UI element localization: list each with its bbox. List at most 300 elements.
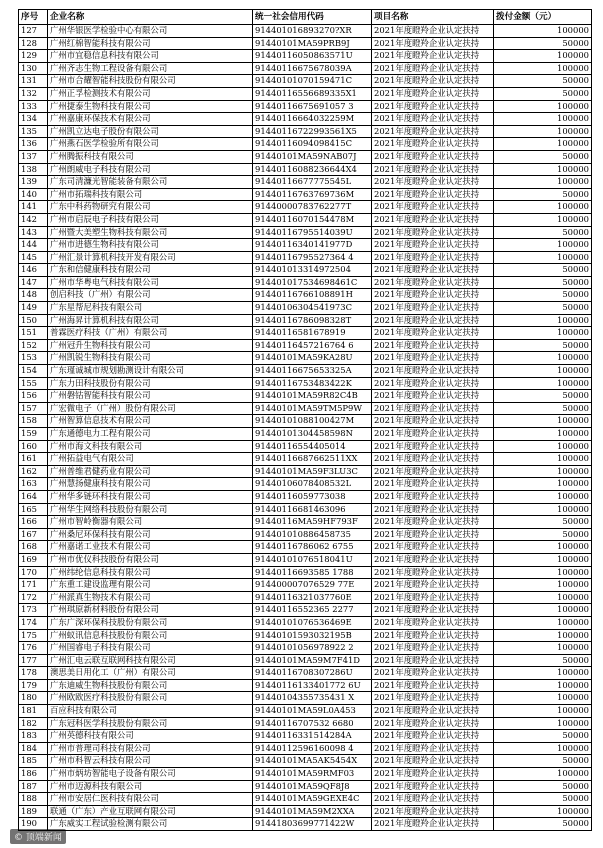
cell-project: 2021年度瞪羚企业认定扶持 — [372, 490, 494, 503]
cell-project: 2021年度瞪羚企业认定扶持 — [372, 692, 494, 705]
cell-no: 181 — [19, 705, 48, 718]
cell-credit-code: 91440116581678919 — [253, 327, 372, 340]
cell-credit-code: 91440101076518041U — [253, 553, 372, 566]
cell-credit-code: 91440116687662511XX — [253, 453, 372, 466]
cell-company: 广东威实工程试验检测有限公司 — [48, 818, 253, 831]
cell-credit-code: 91440101MA5AK5454X — [253, 755, 372, 768]
cell-amount: 50000 — [494, 75, 592, 88]
cell-no: 150 — [19, 314, 48, 327]
cell-credit-code: 91440101593032195B — [253, 629, 372, 642]
header-no: 序号 — [19, 10, 48, 25]
cell-amount: 100000 — [494, 453, 592, 466]
table-row — [19, 616, 592, 629]
cell-company: 广宏微电子（广州）股份有限公司 — [48, 402, 253, 415]
cell-no: 171 — [19, 579, 48, 592]
cell-project: 2021年度瞪羚企业认定扶持 — [372, 377, 494, 390]
cell-company: 普霖医疗科技（广州）有限公司 — [48, 327, 253, 340]
cell-company: 广州市进德生物科技有限公司 — [48, 239, 253, 252]
cell-no: 152 — [19, 339, 48, 352]
cell-project: 2021年度瞪羚企业认定扶持 — [372, 755, 494, 768]
cell-no: 180 — [19, 692, 48, 705]
cell-no: 182 — [19, 717, 48, 730]
cell-no: 187 — [19, 780, 48, 793]
cell-credit-code: 91440000783762277T — [253, 201, 372, 214]
table-row — [19, 541, 592, 554]
table-row — [19, 654, 592, 667]
cell-credit-code: 91440101MA59GEXE4C — [253, 793, 372, 806]
cell-amount: 50000 — [494, 516, 592, 529]
cell-no: 146 — [19, 264, 48, 277]
table-row — [19, 390, 592, 403]
table-row — [19, 490, 592, 503]
cell-project: 2021年度瞪羚企业认定扶持 — [372, 415, 494, 428]
cell-project: 2021年度瞪羚企业认定扶持 — [372, 125, 494, 138]
table-row — [19, 478, 592, 491]
cell-project: 2021年度瞪羚企业认定扶持 — [372, 818, 494, 831]
table-row — [19, 730, 592, 743]
cell-no: 145 — [19, 251, 48, 264]
table-row — [19, 428, 592, 441]
cell-no: 188 — [19, 793, 48, 806]
cell-credit-code: 91440116340141977D — [253, 239, 372, 252]
cell-no: 139 — [19, 176, 48, 189]
table-row — [19, 503, 592, 516]
cell-amount: 50000 — [494, 302, 592, 315]
cell-project: 2021年度瞪羚企业认定扶持 — [372, 453, 494, 466]
cell-project: 2021年度瞪羚企业认定扶持 — [372, 226, 494, 239]
header-project: 项目名称 — [372, 10, 494, 25]
cell-company: 广州英德科技有限公司 — [48, 730, 253, 743]
cell-credit-code: 91440116786098328T — [253, 314, 372, 327]
cell-company: 百应科技有限公司 — [48, 705, 253, 718]
cell-no: 162 — [19, 465, 48, 478]
table-row — [19, 742, 592, 755]
cell-no: 142 — [19, 213, 48, 226]
cell-no: 179 — [19, 679, 48, 692]
cell-amount: 50000 — [494, 188, 592, 201]
cell-amount: 100000 — [494, 566, 592, 579]
cell-credit-code: 91440106078408532L — [253, 478, 372, 491]
cell-project: 2021年度瞪羚企业认定扶持 — [372, 440, 494, 453]
table-row — [19, 62, 592, 75]
cell-no: 173 — [19, 604, 48, 617]
cell-credit-code: 91440116766108891H — [253, 289, 372, 302]
cell-credit-code: 91440116094098415C — [253, 138, 372, 151]
cell-project: 2021年度瞪羚企业认定扶持 — [372, 591, 494, 604]
cell-project: 2021年度瞪羚企业认定扶持 — [372, 541, 494, 554]
cell-no: 186 — [19, 768, 48, 781]
cell-company: 广东司清濂光智能装备有限公司 — [48, 176, 253, 189]
table-row — [19, 667, 592, 680]
cell-amount: 100000 — [494, 604, 592, 617]
cell-project: 2021年度瞪羚企业认定扶持 — [372, 478, 494, 491]
table-row — [19, 113, 592, 126]
cell-company: 广州冠升生物科技有限公司 — [48, 339, 253, 352]
cell-no: 140 — [19, 188, 48, 201]
table-row — [19, 717, 592, 730]
cell-project: 2021年度瞪羚企业认定扶持 — [372, 528, 494, 541]
cell-company: 广东和信健康科技有限公司 — [48, 264, 253, 277]
cell-no: 149 — [19, 302, 48, 315]
cell-no: 170 — [19, 566, 48, 579]
cell-project: 2021年度瞪羚企业认定扶持 — [372, 62, 494, 75]
cell-amount: 100000 — [494, 579, 592, 592]
cell-credit-code: 91440116795527364 4 — [253, 251, 372, 264]
table-row — [19, 50, 592, 63]
cell-company: 联通（广东）产业互联网有限公司 — [48, 805, 253, 818]
table-row — [19, 239, 592, 252]
watermark: © 顶端新闻 — [10, 829, 66, 844]
cell-credit-code: 91440101MA59QF8J8 — [253, 780, 372, 793]
cell-project: 2021年度瞪羚企业认定扶持 — [372, 276, 494, 289]
cell-credit-code: 91440101MA59M2XXA — [253, 805, 372, 818]
cell-credit-code: 91440101MA59M7F41D — [253, 654, 372, 667]
cell-project: 2021年度瞪羚企业认定扶持 — [372, 87, 494, 100]
cell-project: 2021年度瞪羚企业认定扶持 — [372, 768, 494, 781]
cell-company: 广州市启辰电子科技有限公司 — [48, 213, 253, 226]
cell-company: 广州市海文科技有限公司 — [48, 440, 253, 453]
cell-credit-code: 91440116MA59HF793F — [253, 516, 372, 529]
table-row — [19, 327, 592, 340]
cell-company: 广州市优仪科技股份有限公司 — [48, 553, 253, 566]
cell-no: 154 — [19, 365, 48, 378]
cell-project: 2021年度瞪羚企业认定扶持 — [372, 264, 494, 277]
cell-no: 148 — [19, 289, 48, 302]
table-row — [19, 629, 592, 642]
cell-project: 2021年度瞪羚企业认定扶持 — [372, 805, 494, 818]
cell-credit-code: 91440101MA59F3LU3C — [253, 465, 372, 478]
table-row — [19, 176, 592, 189]
cell-amount: 50000 — [494, 780, 592, 793]
cell-company: 广州汇电云联互联网科技有限公司 — [48, 654, 253, 667]
cell-project: 2021年度瞪羚企业认定扶持 — [372, 352, 494, 365]
cell-credit-code: 91440116675691057 3 — [253, 100, 372, 113]
cell-amount: 100000 — [494, 352, 592, 365]
cell-company: 广东通德电力工程有限公司 — [48, 428, 253, 441]
table-row — [19, 352, 592, 365]
cell-amount: 100000 — [494, 163, 592, 176]
cell-project: 2021年度瞪羚企业认定扶持 — [372, 302, 494, 315]
cell-company: 广州市科智云科技有限公司 — [48, 755, 253, 768]
cell-project: 2021年度瞪羚企业认定扶持 — [372, 138, 494, 151]
table-row — [19, 579, 592, 592]
cell-project: 2021年度瞪羚企业认定扶持 — [372, 213, 494, 226]
cell-amount: 50000 — [494, 339, 592, 352]
cell-amount: 100000 — [494, 503, 592, 516]
header-credit-code: 统一社会信用代码 — [253, 10, 372, 25]
cell-amount: 100000 — [494, 314, 592, 327]
cell-credit-code: 91440101MA59L0A453 — [253, 705, 372, 718]
cell-project: 2021年度瞪羚企业认定扶持 — [372, 50, 494, 63]
cell-project: 2021年度瞪羚企业认定扶持 — [372, 654, 494, 667]
cell-company: 广州派真生物技术有限公司 — [48, 591, 253, 604]
cell-no: 168 — [19, 541, 48, 554]
cell-credit-code: 91440116681463096 — [253, 503, 372, 516]
cell-no: 177 — [19, 654, 48, 667]
cell-credit-code: 91440116675653325A — [253, 365, 372, 378]
cell-credit-code: 91440116133401772 6U — [253, 679, 372, 692]
cell-amount: 100000 — [494, 768, 592, 781]
cell-no: 176 — [19, 642, 48, 655]
cell-amount: 50000 — [494, 755, 592, 768]
cell-no: 131 — [19, 75, 48, 88]
cell-no: 167 — [19, 528, 48, 541]
header-company: 企业名称 — [48, 10, 253, 25]
cell-no: 134 — [19, 113, 48, 126]
cell-no: 160 — [19, 440, 48, 453]
cell-project: 2021年度瞪羚企业认定扶持 — [372, 516, 494, 529]
cell-credit-code: 91440116722993561X5 — [253, 125, 372, 138]
table-row — [19, 339, 592, 352]
cell-no: 159 — [19, 428, 48, 441]
table-row — [19, 276, 592, 289]
cell-no: 166 — [19, 516, 48, 529]
cell-no: 164 — [19, 490, 48, 503]
cell-project: 2021年度瞪羚企业认定扶持 — [372, 339, 494, 352]
cell-project: 2021年度瞪羚企业认定扶持 — [372, 365, 494, 378]
table-row — [19, 818, 592, 831]
table-row — [19, 516, 592, 529]
cell-project: 2021年度瞪羚企业认定扶持 — [372, 239, 494, 252]
cell-credit-code: 91440101056978922 2 — [253, 642, 372, 655]
cell-credit-code: 91440116088236644X4 — [253, 163, 372, 176]
cell-company: 广州暨大美塑生物科技有限公司 — [48, 226, 253, 239]
cell-company: 创启科技（广州）有限公司 — [48, 289, 253, 302]
cell-project: 2021年度瞪羚企业认定扶持 — [372, 176, 494, 189]
cell-no: 128 — [19, 37, 48, 50]
cell-project: 2021年度瞪羚企业认定扶持 — [372, 604, 494, 617]
cell-company: 广州凯锐生物科技有限公司 — [48, 352, 253, 365]
cell-amount: 50000 — [494, 276, 592, 289]
cell-amount: 100000 — [494, 616, 592, 629]
cell-amount: 50000 — [494, 150, 592, 163]
cell-company: 广州朗威电子科技有限公司 — [48, 163, 253, 176]
cell-amount: 50000 — [494, 390, 592, 403]
cell-no: 151 — [19, 327, 48, 340]
table-row — [19, 465, 592, 478]
cell-amount: 100000 — [494, 805, 592, 818]
table-row — [19, 188, 592, 201]
cell-project: 2021年度瞪羚企业认定扶持 — [372, 679, 494, 692]
cell-amount: 100000 — [494, 440, 592, 453]
cell-project: 2021年度瞪羚企业认定扶持 — [372, 251, 494, 264]
cell-company: 广东瑾诚城市规划勘测设计有限公司 — [48, 365, 253, 378]
cell-no: 155 — [19, 377, 48, 390]
cell-amount: 50000 — [494, 654, 592, 667]
table-row — [19, 213, 592, 226]
table-row — [19, 251, 592, 264]
cell-company: 广东广深环保科技股份有限公司 — [48, 616, 253, 629]
cell-company: 广州慧扬健康科技有限公司 — [48, 478, 253, 491]
cell-amount: 100000 — [494, 327, 592, 340]
cell-credit-code: 914401013314972504 — [253, 264, 372, 277]
cell-company: 广东中科药物研究有限公司 — [48, 201, 253, 214]
table-row — [19, 289, 592, 302]
cell-credit-code: 91440116331514284A — [253, 730, 372, 743]
cell-amount: 100000 — [494, 478, 592, 491]
cell-company: 广州市智岭衡器有限公司 — [48, 516, 253, 529]
cell-project: 2021年度瞪羚企业认定扶持 — [372, 150, 494, 163]
cell-amount: 100000 — [494, 138, 592, 151]
cell-no: 137 — [19, 150, 48, 163]
cell-company: 广州汇景计算机科技开发有限公司 — [48, 251, 253, 264]
cell-credit-code: 91440116693585 1788 — [253, 566, 372, 579]
table-row — [19, 679, 592, 692]
cell-credit-code: 91440116677775545L — [253, 176, 372, 189]
cell-company: 广州市拓瑞科技有限公司 — [48, 188, 253, 201]
table-row — [19, 264, 592, 277]
cell-amount: 50000 — [494, 289, 592, 302]
cell-no: 189 — [19, 805, 48, 818]
cell-amount: 100000 — [494, 629, 592, 642]
cell-amount: 100000 — [494, 239, 592, 252]
cell-project: 2021年度瞪羚企业认定扶持 — [372, 667, 494, 680]
cell-amount: 100000 — [494, 251, 592, 264]
cell-company: 广州桑尼环保科技有限公司 — [48, 528, 253, 541]
cell-project: 2021年度瞪羚企业认定扶持 — [372, 465, 494, 478]
cell-no: 163 — [19, 478, 48, 491]
table-row — [19, 201, 592, 214]
cell-project: 2021年度瞪羚企业认定扶持 — [372, 188, 494, 201]
cell-amount: 100000 — [494, 365, 592, 378]
cell-no: 136 — [19, 138, 48, 151]
cell-project: 2021年度瞪羚企业认定扶持 — [372, 314, 494, 327]
table-row — [19, 87, 592, 100]
cell-no: 190 — [19, 818, 48, 831]
cell-company: 澳思美日用化工（广州）有限公司 — [48, 667, 253, 680]
cell-amount: 100000 — [494, 465, 592, 478]
cell-company: 广州市迈源科技有限公司 — [48, 780, 253, 793]
cell-no: 132 — [19, 87, 48, 100]
cell-company: 广州磐钴智能科技有限公司 — [48, 390, 253, 403]
cell-company: 广州市合耀智能科技股份有限公司 — [48, 75, 253, 88]
cell-credit-code: 91440116786062 6755 — [253, 541, 372, 554]
cell-company: 广州欧欧医疗科技股份有限公司 — [48, 692, 253, 705]
cell-company: 广州华生网络科技股份有限公司 — [48, 503, 253, 516]
cell-no: 169 — [19, 553, 48, 566]
cell-credit-code: 91440101070159471C — [253, 75, 372, 88]
table-row — [19, 163, 592, 176]
cell-company: 广州嘉诺工业技术有限公司 — [48, 541, 253, 554]
cell-company: 广州燕石医学检验所有限公司 — [48, 138, 253, 151]
cell-amount: 50000 — [494, 402, 592, 415]
cell-amount: 50000 — [494, 87, 592, 100]
cell-project: 2021年度瞪羚企业认定扶持 — [372, 75, 494, 88]
cell-amount: 100000 — [494, 717, 592, 730]
cell-amount: 100000 — [494, 125, 592, 138]
cell-company: 广州普维君健药业有限公司 — [48, 465, 253, 478]
cell-credit-code: 91440104355735431 X — [253, 692, 372, 705]
cell-company: 广州市华粤电气科技有限公司 — [48, 276, 253, 289]
cell-credit-code: 91441803699771422W — [253, 818, 372, 831]
cell-amount: 50000 — [494, 730, 592, 743]
cell-no: 178 — [19, 667, 48, 680]
cell-no: 153 — [19, 352, 48, 365]
cell-no: 141 — [19, 201, 48, 214]
cell-credit-code: 91440116552365 2277 — [253, 604, 372, 617]
cell-no: 147 — [19, 276, 48, 289]
cell-company: 广东重工建设监理有限公司 — [48, 579, 253, 592]
cell-amount: 100000 — [494, 428, 592, 441]
cell-no: 129 — [19, 50, 48, 63]
cell-project: 2021年度瞪羚企业认定扶持 — [372, 579, 494, 592]
cell-no: 127 — [19, 25, 48, 38]
table-row — [19, 138, 592, 151]
cell-credit-code: 91440101304458598N — [253, 428, 372, 441]
table-row — [19, 591, 592, 604]
table-row — [19, 566, 592, 579]
cell-project: 2021年度瞪羚企业认定扶持 — [372, 730, 494, 743]
cell-credit-code: 91440116554405014 — [253, 440, 372, 453]
cell-project: 2021年度瞪羚企业认定扶持 — [372, 163, 494, 176]
cell-no: 161 — [19, 453, 48, 466]
cell-no: 158 — [19, 415, 48, 428]
cell-project: 2021年度瞪羚企业认定扶持 — [372, 327, 494, 340]
cell-project: 2021年度瞪羚企业认定扶持 — [372, 100, 494, 113]
table-row — [19, 440, 592, 453]
cell-project: 2021年度瞪羚企业认定扶持 — [372, 717, 494, 730]
cell-credit-code: 914400007076529 77E — [253, 579, 372, 592]
cell-project: 2021年度瞪羚企业认定扶持 — [372, 201, 494, 214]
cell-credit-code: 91440116707532 6680 — [253, 717, 372, 730]
cell-credit-code: 91440112596160098 4 — [253, 742, 372, 755]
cell-no: 183 — [19, 730, 48, 743]
cell-company: 广东冠科医学科技股份有限公司 — [48, 717, 253, 730]
cell-company: 广州拓益电气有限公司 — [48, 453, 253, 466]
cell-no: 157 — [19, 402, 48, 415]
cell-amount: 100000 — [494, 742, 592, 755]
cell-company: 广州正孚检测技术有限公司 — [48, 87, 253, 100]
cell-credit-code: 914401017534698461C — [253, 276, 372, 289]
cell-amount: 100000 — [494, 100, 592, 113]
table-row — [19, 755, 592, 768]
cell-amount: 100000 — [494, 705, 592, 718]
cell-project: 2021年度瞪羚企业认定扶持 — [372, 642, 494, 655]
table-row — [19, 642, 592, 655]
cell-project: 2021年度瞪羚企业认定扶持 — [372, 113, 494, 126]
cell-credit-code: 91440101088100427M — [253, 415, 372, 428]
cell-credit-code: 91440116321037760E — [253, 591, 372, 604]
cell-credit-code: 91440116708307286U — [253, 667, 372, 680]
cell-amount: 100000 — [494, 541, 592, 554]
cell-company: 广州琪原新材料股份有限公司 — [48, 604, 253, 617]
cell-company: 广州齐志生物工程设备有限公司 — [48, 62, 253, 75]
cell-credit-code: 91440101076536469E — [253, 616, 372, 629]
table-row — [19, 793, 592, 806]
cell-credit-code: 91440101MA59TM5P9W — [253, 402, 372, 415]
cell-credit-code: 91440116664032259M — [253, 113, 372, 126]
cell-credit-code: 914401010886458735 — [253, 528, 372, 541]
cell-project: 2021年度瞪羚企业认定扶持 — [372, 390, 494, 403]
cell-credit-code: 91440116050863571U — [253, 50, 372, 63]
cell-no: 143 — [19, 226, 48, 239]
table-row — [19, 226, 592, 239]
cell-no: 133 — [19, 100, 48, 113]
cell-amount: 100000 — [494, 692, 592, 705]
table-row — [19, 705, 592, 718]
cell-company: 广州红棉智能科技有限公司 — [48, 37, 253, 50]
cell-project: 2021年度瞪羚企业认定扶持 — [372, 25, 494, 38]
cell-project: 2021年度瞪羚企业认定扶持 — [372, 705, 494, 718]
cell-amount: 50000 — [494, 37, 592, 50]
cell-project: 2021年度瞪羚企业认定扶持 — [372, 742, 494, 755]
cell-amount: 100000 — [494, 176, 592, 189]
cell-credit-code: 91440116070154478M — [253, 213, 372, 226]
cell-credit-code: 91440101MA59KA28U — [253, 352, 372, 365]
cell-credit-code: 91440101MA59R82C4B — [253, 390, 372, 403]
cell-project: 2021年度瞪羚企业认定扶持 — [372, 402, 494, 415]
cell-project: 2021年度瞪羚企业认定扶持 — [372, 629, 494, 642]
